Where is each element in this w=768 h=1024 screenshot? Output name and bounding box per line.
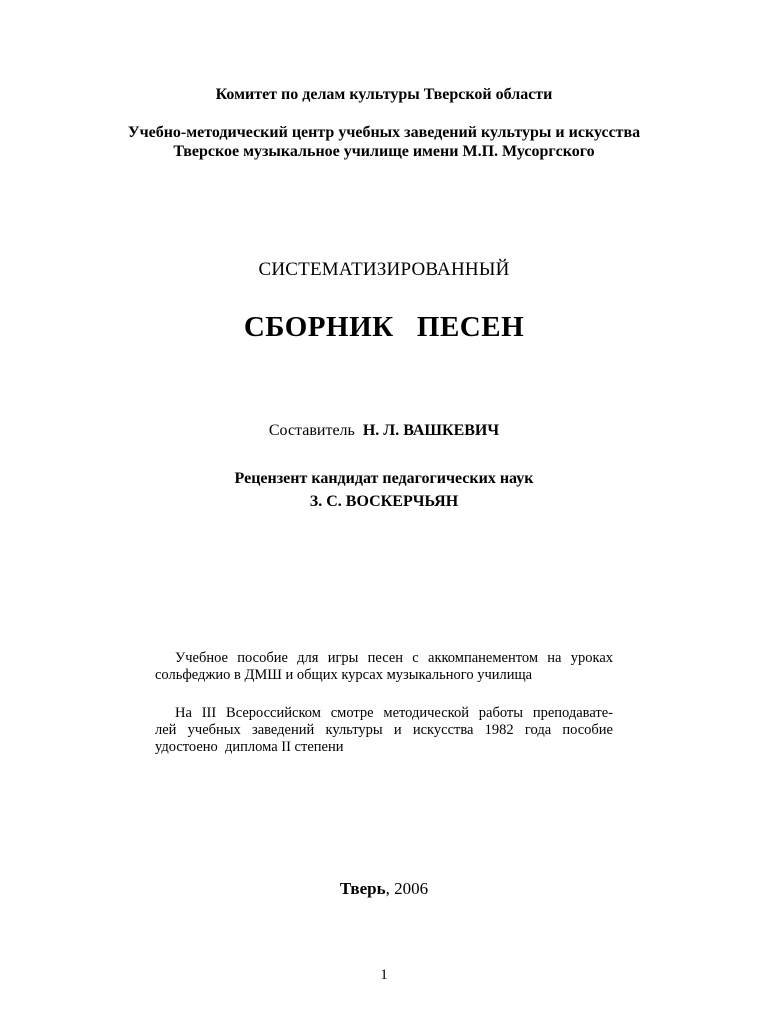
page-number: 1: [380, 967, 388, 983]
paragraph-line: удостоено диплома II степени: [155, 739, 344, 755]
document-title: СБОРНИК ПЕСЕН: [243, 311, 525, 343]
publication-city: Тверь: [339, 879, 386, 898]
reviewer-label: Рецензент кандидат педагогических наук: [234, 470, 534, 487]
school-name-line: Тверское музыкальное училище имени М.П. Мусоргского: [173, 143, 595, 160]
compiler-label: Составитель: [268, 422, 355, 439]
committee-heading: Комитет по делам культуры Тверской области: [215, 86, 553, 103]
compiler-line: [0, 422, 768, 440]
paragraph-line: лей учебных заведений культуры и искусства 1982 года пособие: [155, 722, 613, 738]
paragraph-line: Учебное пособие для игры песен с аккомпанементом на уроках: [175, 650, 613, 666]
paragraph-line: сольфеджио в ДМШ и общих курсах музыкального училища: [155, 667, 533, 683]
reviewer-name: З. С. ВОСКЕРЧЬЯН: [309, 493, 459, 510]
description-paragraph-2: [155, 705, 613, 756]
description-paragraph-1: [155, 650, 613, 684]
publication-place-year: [0, 879, 768, 899]
document-subtitle: СИСТЕМАТИЗИРОВАННЫЙ: [258, 259, 510, 280]
publication-year: , 2006: [385, 879, 429, 898]
paragraph-line: На III Всероссийском смотре методической работы преподавате-: [175, 705, 613, 721]
compiler-name: Н. Л. ВАШКЕВИЧ: [362, 422, 500, 439]
methodical-center-line: Учебно-методический центр учебных заведений культуры и искусства: [127, 124, 641, 141]
